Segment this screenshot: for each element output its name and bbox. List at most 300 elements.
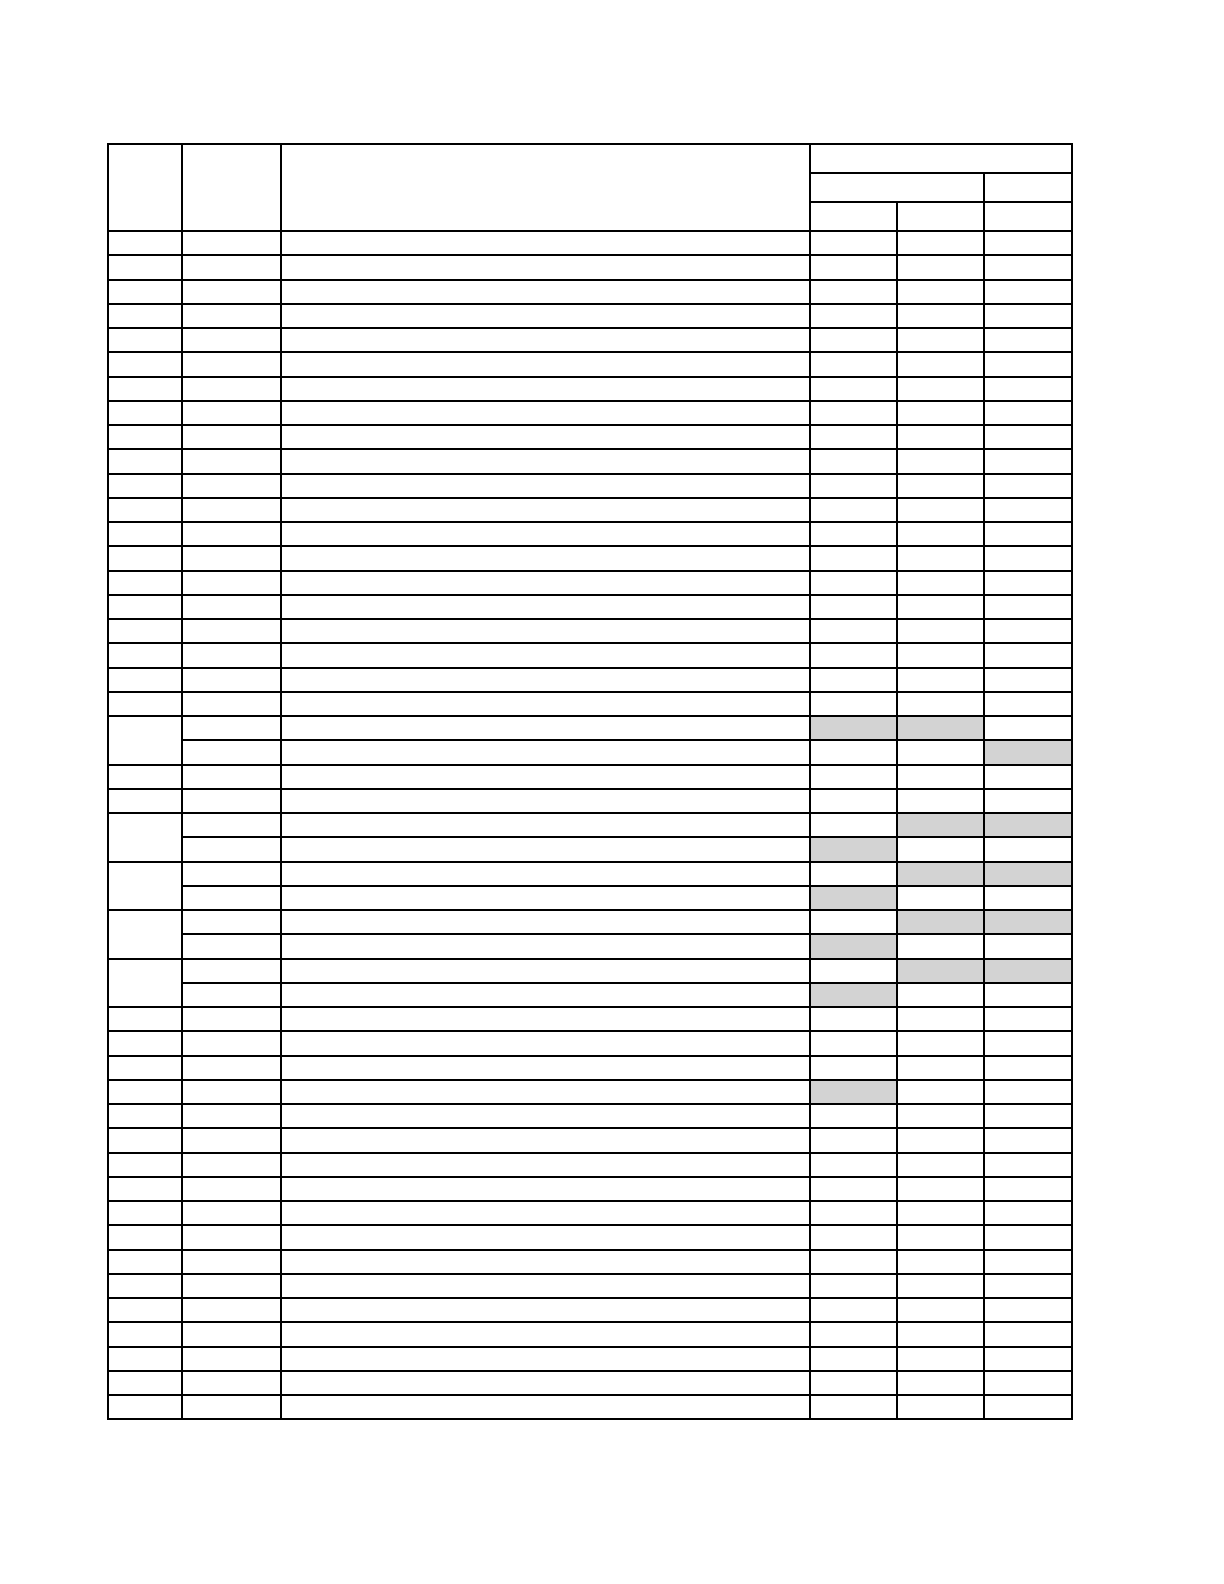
table-cell[interactable] bbox=[182, 595, 281, 619]
table-cell[interactable] bbox=[281, 789, 810, 813]
table-cell[interactable] bbox=[984, 1395, 1072, 1419]
table-cell[interactable] bbox=[182, 619, 281, 643]
table-cell[interactable] bbox=[984, 1250, 1072, 1274]
table-cell[interactable] bbox=[984, 668, 1072, 692]
table-cell[interactable] bbox=[281, 668, 810, 692]
table-cell[interactable] bbox=[182, 1104, 281, 1128]
table-cell[interactable] bbox=[897, 231, 984, 255]
table-cell[interactable] bbox=[182, 377, 281, 401]
table-row bbox=[108, 425, 1072, 449]
table-cell[interactable] bbox=[182, 837, 281, 861]
table-cell[interactable] bbox=[810, 1395, 897, 1419]
table-row bbox=[108, 643, 1072, 667]
table-cell[interactable] bbox=[897, 1031, 984, 1055]
table-cell[interactable] bbox=[182, 910, 281, 934]
table-cell[interactable] bbox=[108, 813, 182, 862]
table-cell[interactable] bbox=[182, 692, 281, 716]
table-cell[interactable] bbox=[984, 1298, 1072, 1322]
table-cell[interactable] bbox=[984, 474, 1072, 498]
table-cell[interactable] bbox=[182, 1153, 281, 1177]
table-cell[interactable] bbox=[281, 1153, 810, 1177]
table-cell[interactable] bbox=[182, 1395, 281, 1419]
table-cell[interactable] bbox=[108, 692, 182, 716]
table-cell[interactable] bbox=[108, 1128, 182, 1152]
table-cell[interactable] bbox=[897, 1056, 984, 1080]
table-cell[interactable] bbox=[810, 1298, 897, 1322]
table-cell[interactable] bbox=[810, 740, 897, 764]
table-cell[interactable] bbox=[182, 813, 281, 837]
table-row bbox=[108, 1031, 1072, 1055]
table-cell[interactable] bbox=[810, 934, 897, 958]
table-cell[interactable] bbox=[810, 571, 897, 595]
table-cell[interactable] bbox=[182, 983, 281, 1007]
table-cell[interactable] bbox=[281, 255, 810, 279]
table-cell[interactable] bbox=[182, 449, 281, 473]
table-cell[interactable] bbox=[108, 1371, 182, 1395]
table-cell[interactable] bbox=[108, 304, 182, 328]
table-cell[interactable] bbox=[897, 789, 984, 813]
table-cell[interactable] bbox=[984, 643, 1072, 667]
table-cell[interactable] bbox=[108, 449, 182, 473]
table-cell[interactable] bbox=[897, 522, 984, 546]
table-cell[interactable] bbox=[281, 740, 810, 764]
table-cell[interactable] bbox=[984, 255, 1072, 279]
table-cell[interactable] bbox=[897, 401, 984, 425]
table-cell[interactable] bbox=[984, 546, 1072, 570]
table-cell[interactable] bbox=[984, 280, 1072, 304]
table-cell[interactable] bbox=[108, 716, 182, 765]
table-cell[interactable] bbox=[108, 1250, 182, 1274]
table-cell[interactable] bbox=[810, 1031, 897, 1055]
table-cell[interactable] bbox=[810, 765, 897, 789]
table-cell[interactable] bbox=[182, 1177, 281, 1201]
table-cell[interactable] bbox=[182, 862, 281, 886]
table-cell[interactable] bbox=[984, 886, 1072, 910]
table-cell[interactable] bbox=[897, 716, 984, 740]
table-cell[interactable] bbox=[810, 959, 897, 983]
table-cell[interactable] bbox=[281, 280, 810, 304]
table-cell[interactable] bbox=[108, 643, 182, 667]
table-cell[interactable] bbox=[281, 522, 810, 546]
table-cell[interactable] bbox=[810, 1128, 897, 1152]
table-cell[interactable] bbox=[108, 328, 182, 352]
table-cell[interactable] bbox=[108, 619, 182, 643]
table-cell[interactable] bbox=[281, 595, 810, 619]
table-cell[interactable] bbox=[281, 1322, 810, 1346]
table-cell[interactable] bbox=[108, 401, 182, 425]
table-cell[interactable] bbox=[182, 1250, 281, 1274]
table-cell[interactable] bbox=[810, 1104, 897, 1128]
table-cell[interactable] bbox=[897, 377, 984, 401]
table-cell[interactable] bbox=[281, 1201, 810, 1225]
table-row bbox=[108, 328, 1072, 352]
table-cell[interactable] bbox=[281, 886, 810, 910]
table-cell[interactable] bbox=[182, 1371, 281, 1395]
table-cell[interactable] bbox=[984, 619, 1072, 643]
table-cell[interactable] bbox=[984, 571, 1072, 595]
table-cell[interactable] bbox=[810, 789, 897, 813]
table-cell[interactable] bbox=[281, 449, 810, 473]
table-cell[interactable] bbox=[810, 474, 897, 498]
table-cell[interactable] bbox=[281, 546, 810, 570]
table-cell[interactable] bbox=[108, 1395, 182, 1419]
table-cell[interactable] bbox=[897, 352, 984, 376]
table-cell[interactable] bbox=[108, 595, 182, 619]
table-cell[interactable] bbox=[897, 498, 984, 522]
table-cell[interactable] bbox=[984, 1031, 1072, 1055]
table-cell[interactable] bbox=[182, 959, 281, 983]
table-cell[interactable] bbox=[810, 716, 897, 740]
table-cell[interactable] bbox=[810, 1225, 897, 1249]
table-cell[interactable] bbox=[810, 1080, 897, 1104]
table-cell[interactable] bbox=[984, 498, 1072, 522]
table-cell[interactable] bbox=[897, 837, 984, 861]
table-cell[interactable] bbox=[810, 862, 897, 886]
table-cell[interactable] bbox=[810, 1056, 897, 1080]
table-cell[interactable] bbox=[182, 934, 281, 958]
table-cell[interactable] bbox=[897, 571, 984, 595]
table-row bbox=[108, 837, 1072, 861]
table-cell[interactable] bbox=[897, 1298, 984, 1322]
table-cell[interactable] bbox=[810, 983, 897, 1007]
table-cell[interactable] bbox=[984, 1201, 1072, 1225]
table-cell[interactable] bbox=[182, 231, 281, 255]
table-cell[interactable] bbox=[810, 595, 897, 619]
table-cell[interactable] bbox=[897, 1225, 984, 1249]
table-cell[interactable] bbox=[182, 401, 281, 425]
table-cell[interactable] bbox=[810, 304, 897, 328]
table-cell[interactable] bbox=[108, 959, 182, 1008]
table-cell[interactable] bbox=[897, 1177, 984, 1201]
table-cell[interactable] bbox=[182, 1298, 281, 1322]
table-cell[interactable] bbox=[281, 1395, 810, 1419]
table-cell[interactable] bbox=[897, 619, 984, 643]
table-cell[interactable] bbox=[984, 1177, 1072, 1201]
table-cell[interactable] bbox=[108, 1274, 182, 1298]
table-cell[interactable] bbox=[984, 765, 1072, 789]
table-row bbox=[108, 886, 1072, 910]
table-cell[interactable] bbox=[108, 1007, 182, 1031]
table-cell[interactable] bbox=[182, 1322, 281, 1346]
table-cell[interactable] bbox=[897, 1250, 984, 1274]
table-cell[interactable] bbox=[984, 837, 1072, 861]
table-cell[interactable] bbox=[984, 1322, 1072, 1346]
table-cell[interactable] bbox=[108, 1201, 182, 1225]
table-cell[interactable] bbox=[182, 716, 281, 740]
table-cell[interactable] bbox=[897, 595, 984, 619]
table-cell[interactable] bbox=[897, 1201, 984, 1225]
table-cell[interactable] bbox=[897, 910, 984, 934]
table-cell[interactable] bbox=[281, 1056, 810, 1080]
table-cell[interactable] bbox=[182, 522, 281, 546]
table-cell[interactable] bbox=[810, 1177, 897, 1201]
table-cell[interactable] bbox=[897, 692, 984, 716]
table-cell[interactable] bbox=[108, 1031, 182, 1055]
table-cell[interactable] bbox=[897, 328, 984, 352]
table-cell[interactable] bbox=[984, 231, 1072, 255]
table-cell[interactable] bbox=[810, 1347, 897, 1371]
table-cell[interactable] bbox=[984, 1007, 1072, 1031]
table-cell[interactable] bbox=[182, 1128, 281, 1152]
table-cell[interactable] bbox=[984, 910, 1072, 934]
table-cell[interactable] bbox=[897, 1153, 984, 1177]
table-cell[interactable] bbox=[810, 1274, 897, 1298]
table-cell[interactable] bbox=[281, 352, 810, 376]
table-cell[interactable] bbox=[810, 352, 897, 376]
table-cell[interactable] bbox=[810, 1371, 897, 1395]
table-cell[interactable] bbox=[897, 304, 984, 328]
table-cell[interactable] bbox=[984, 1347, 1072, 1371]
table-cell[interactable] bbox=[810, 619, 897, 643]
table-cell[interactable] bbox=[281, 765, 810, 789]
table-cell[interactable] bbox=[810, 910, 897, 934]
table-cell[interactable] bbox=[108, 765, 182, 789]
table-cell[interactable] bbox=[108, 377, 182, 401]
table-cell[interactable] bbox=[897, 1128, 984, 1152]
table-cell[interactable] bbox=[984, 328, 1072, 352]
table-cell[interactable] bbox=[281, 1007, 810, 1031]
table-cell[interactable] bbox=[810, 886, 897, 910]
table-cell[interactable] bbox=[810, 401, 897, 425]
table-cell[interactable] bbox=[108, 910, 182, 959]
table-cell[interactable] bbox=[984, 1225, 1072, 1249]
table-cell[interactable] bbox=[984, 983, 1072, 1007]
table-cell[interactable] bbox=[108, 498, 182, 522]
table-cell[interactable] bbox=[281, 1104, 810, 1128]
table-cell[interactable] bbox=[984, 813, 1072, 837]
table-cell[interactable] bbox=[897, 740, 984, 764]
table-cell[interactable] bbox=[182, 1031, 281, 1055]
table-cell[interactable] bbox=[281, 837, 810, 861]
table-cell[interactable] bbox=[182, 425, 281, 449]
table-cell[interactable] bbox=[108, 1298, 182, 1322]
table-cell[interactable] bbox=[810, 425, 897, 449]
table-cell[interactable] bbox=[108, 1056, 182, 1080]
table-cell[interactable] bbox=[984, 1104, 1072, 1128]
table-cell[interactable] bbox=[897, 886, 984, 910]
table-cell[interactable] bbox=[984, 595, 1072, 619]
table-cell[interactable] bbox=[984, 1274, 1072, 1298]
header-group-sub-a bbox=[810, 173, 984, 202]
table-cell[interactable] bbox=[182, 1201, 281, 1225]
table-cell[interactable] bbox=[182, 546, 281, 570]
table-cell[interactable] bbox=[897, 934, 984, 958]
table-cell[interactable] bbox=[984, 862, 1072, 886]
table-cell[interactable] bbox=[281, 983, 810, 1007]
table-cell[interactable] bbox=[810, 1153, 897, 1177]
table-cell[interactable] bbox=[810, 1201, 897, 1225]
table-cell[interactable] bbox=[182, 280, 281, 304]
table-cell[interactable] bbox=[281, 425, 810, 449]
table-cell[interactable] bbox=[897, 1080, 984, 1104]
table-cell[interactable] bbox=[108, 474, 182, 498]
table-cell[interactable] bbox=[108, 1322, 182, 1346]
table-cell[interactable] bbox=[182, 1225, 281, 1249]
table-cell[interactable] bbox=[897, 425, 984, 449]
table-cell[interactable] bbox=[108, 1153, 182, 1177]
table-cell[interactable] bbox=[897, 1371, 984, 1395]
table-cell[interactable] bbox=[810, 377, 897, 401]
table-cell[interactable] bbox=[897, 983, 984, 1007]
table-cell[interactable] bbox=[182, 304, 281, 328]
table-cell[interactable] bbox=[182, 1007, 281, 1031]
table-cell[interactable] bbox=[984, 522, 1072, 546]
table-cell[interactable] bbox=[897, 1274, 984, 1298]
table-cell[interactable] bbox=[281, 619, 810, 643]
table-cell[interactable] bbox=[281, 716, 810, 740]
table-cell[interactable] bbox=[281, 1347, 810, 1371]
table-cell[interactable] bbox=[897, 449, 984, 473]
table-cell[interactable] bbox=[281, 1371, 810, 1395]
table-cell[interactable] bbox=[182, 498, 281, 522]
table-cell[interactable] bbox=[182, 789, 281, 813]
table-cell[interactable] bbox=[108, 668, 182, 692]
table-cell[interactable] bbox=[281, 1298, 810, 1322]
table-cell[interactable] bbox=[182, 1056, 281, 1080]
table-cell[interactable] bbox=[281, 934, 810, 958]
table-cell[interactable] bbox=[182, 740, 281, 764]
table-cell[interactable] bbox=[984, 692, 1072, 716]
table-cell[interactable] bbox=[281, 1177, 810, 1201]
table-cell[interactable] bbox=[281, 377, 810, 401]
table-cell[interactable] bbox=[984, 934, 1072, 958]
table-cell[interactable] bbox=[182, 352, 281, 376]
table-cell[interactable] bbox=[810, 280, 897, 304]
table-cell[interactable] bbox=[810, 1007, 897, 1031]
table-cell[interactable] bbox=[897, 1347, 984, 1371]
table-cell[interactable] bbox=[182, 1274, 281, 1298]
table-cell[interactable] bbox=[108, 522, 182, 546]
table-cell[interactable] bbox=[897, 474, 984, 498]
table-cell[interactable] bbox=[810, 1322, 897, 1346]
table-cell[interactable] bbox=[897, 280, 984, 304]
header-col-1 bbox=[108, 144, 182, 231]
table-cell[interactable] bbox=[897, 255, 984, 279]
table-cell[interactable] bbox=[281, 910, 810, 934]
table-cell[interactable] bbox=[810, 668, 897, 692]
table-cell[interactable] bbox=[182, 255, 281, 279]
table-cell[interactable] bbox=[810, 643, 897, 667]
table-cell[interactable] bbox=[984, 1080, 1072, 1104]
table-cell[interactable] bbox=[281, 328, 810, 352]
table-cell[interactable] bbox=[984, 1371, 1072, 1395]
table-cell[interactable] bbox=[281, 1080, 810, 1104]
table-cell[interactable] bbox=[810, 546, 897, 570]
table-cell[interactable] bbox=[897, 546, 984, 570]
table-cell[interactable] bbox=[810, 449, 897, 473]
table-cell[interactable] bbox=[281, 692, 810, 716]
table-cell[interactable] bbox=[108, 1177, 182, 1201]
table-cell[interactable] bbox=[108, 425, 182, 449]
table-cell[interactable] bbox=[810, 498, 897, 522]
table-cell[interactable] bbox=[182, 474, 281, 498]
table-cell[interactable] bbox=[108, 1104, 182, 1128]
table-cell[interactable] bbox=[984, 789, 1072, 813]
table-cell[interactable] bbox=[810, 522, 897, 546]
header-row-1 bbox=[108, 144, 1072, 173]
table-cell[interactable] bbox=[108, 1225, 182, 1249]
table-cell[interactable] bbox=[897, 959, 984, 983]
table-cell[interactable] bbox=[281, 1274, 810, 1298]
table-cell[interactable] bbox=[810, 813, 897, 837]
table-cell[interactable] bbox=[108, 352, 182, 376]
table-cell[interactable] bbox=[984, 449, 1072, 473]
table-cell[interactable] bbox=[984, 716, 1072, 740]
table-cell[interactable] bbox=[281, 813, 810, 837]
table-cell[interactable] bbox=[281, 959, 810, 983]
table-cell[interactable] bbox=[108, 862, 182, 911]
table-cell[interactable] bbox=[281, 474, 810, 498]
table-cell[interactable] bbox=[984, 1056, 1072, 1080]
table-cell[interactable] bbox=[281, 1128, 810, 1152]
table-cell[interactable] bbox=[182, 668, 281, 692]
table-cell[interactable] bbox=[897, 1395, 984, 1419]
table-cell[interactable] bbox=[108, 255, 182, 279]
table-cell[interactable] bbox=[897, 668, 984, 692]
table-cell[interactable] bbox=[108, 280, 182, 304]
table-cell[interactable] bbox=[897, 643, 984, 667]
table-cell[interactable] bbox=[810, 692, 897, 716]
table-cell[interactable] bbox=[108, 546, 182, 570]
table-cell[interactable] bbox=[108, 231, 182, 255]
table-cell[interactable] bbox=[984, 304, 1072, 328]
table-cell[interactable] bbox=[897, 862, 984, 886]
table-cell[interactable] bbox=[281, 571, 810, 595]
table-cell[interactable] bbox=[182, 571, 281, 595]
table-cell[interactable] bbox=[182, 765, 281, 789]
table-cell[interactable] bbox=[984, 425, 1072, 449]
table-cell[interactable] bbox=[281, 1225, 810, 1249]
table-cell[interactable] bbox=[984, 1128, 1072, 1152]
table-cell[interactable] bbox=[810, 837, 897, 861]
table-cell[interactable] bbox=[984, 352, 1072, 376]
table-cell[interactable] bbox=[108, 1080, 182, 1104]
table-cell[interactable] bbox=[108, 571, 182, 595]
table-cell[interactable] bbox=[281, 304, 810, 328]
table-cell[interactable] bbox=[281, 231, 810, 255]
table-cell[interactable] bbox=[281, 643, 810, 667]
header-group-sub-b bbox=[984, 173, 1072, 202]
table-cell[interactable] bbox=[984, 1153, 1072, 1177]
table-cell[interactable] bbox=[182, 643, 281, 667]
table-row bbox=[108, 1177, 1072, 1201]
table-cell[interactable] bbox=[984, 377, 1072, 401]
table-cell[interactable] bbox=[897, 765, 984, 789]
table-cell[interactable] bbox=[108, 789, 182, 813]
table-cell[interactable] bbox=[182, 1080, 281, 1104]
table-cell[interactable] bbox=[108, 1347, 182, 1371]
table-cell[interactable] bbox=[281, 498, 810, 522]
table-cell[interactable] bbox=[182, 886, 281, 910]
table-cell[interactable] bbox=[281, 401, 810, 425]
table-cell[interactable] bbox=[810, 1250, 897, 1274]
table-cell[interactable] bbox=[810, 328, 897, 352]
table-cell[interactable] bbox=[984, 959, 1072, 983]
table-cell[interactable] bbox=[984, 740, 1072, 764]
table-cell[interactable] bbox=[810, 255, 897, 279]
table-cell[interactable] bbox=[897, 1007, 984, 1031]
table-cell[interactable] bbox=[182, 328, 281, 352]
table-cell[interactable] bbox=[281, 1250, 810, 1274]
table-cell[interactable] bbox=[897, 813, 984, 837]
table-cell[interactable] bbox=[897, 1104, 984, 1128]
table-cell[interactable] bbox=[810, 231, 897, 255]
table-cell[interactable] bbox=[281, 862, 810, 886]
table-cell[interactable] bbox=[897, 1322, 984, 1346]
table-cell[interactable] bbox=[984, 401, 1072, 425]
table-cell[interactable] bbox=[182, 1347, 281, 1371]
table-cell[interactable] bbox=[281, 1031, 810, 1055]
